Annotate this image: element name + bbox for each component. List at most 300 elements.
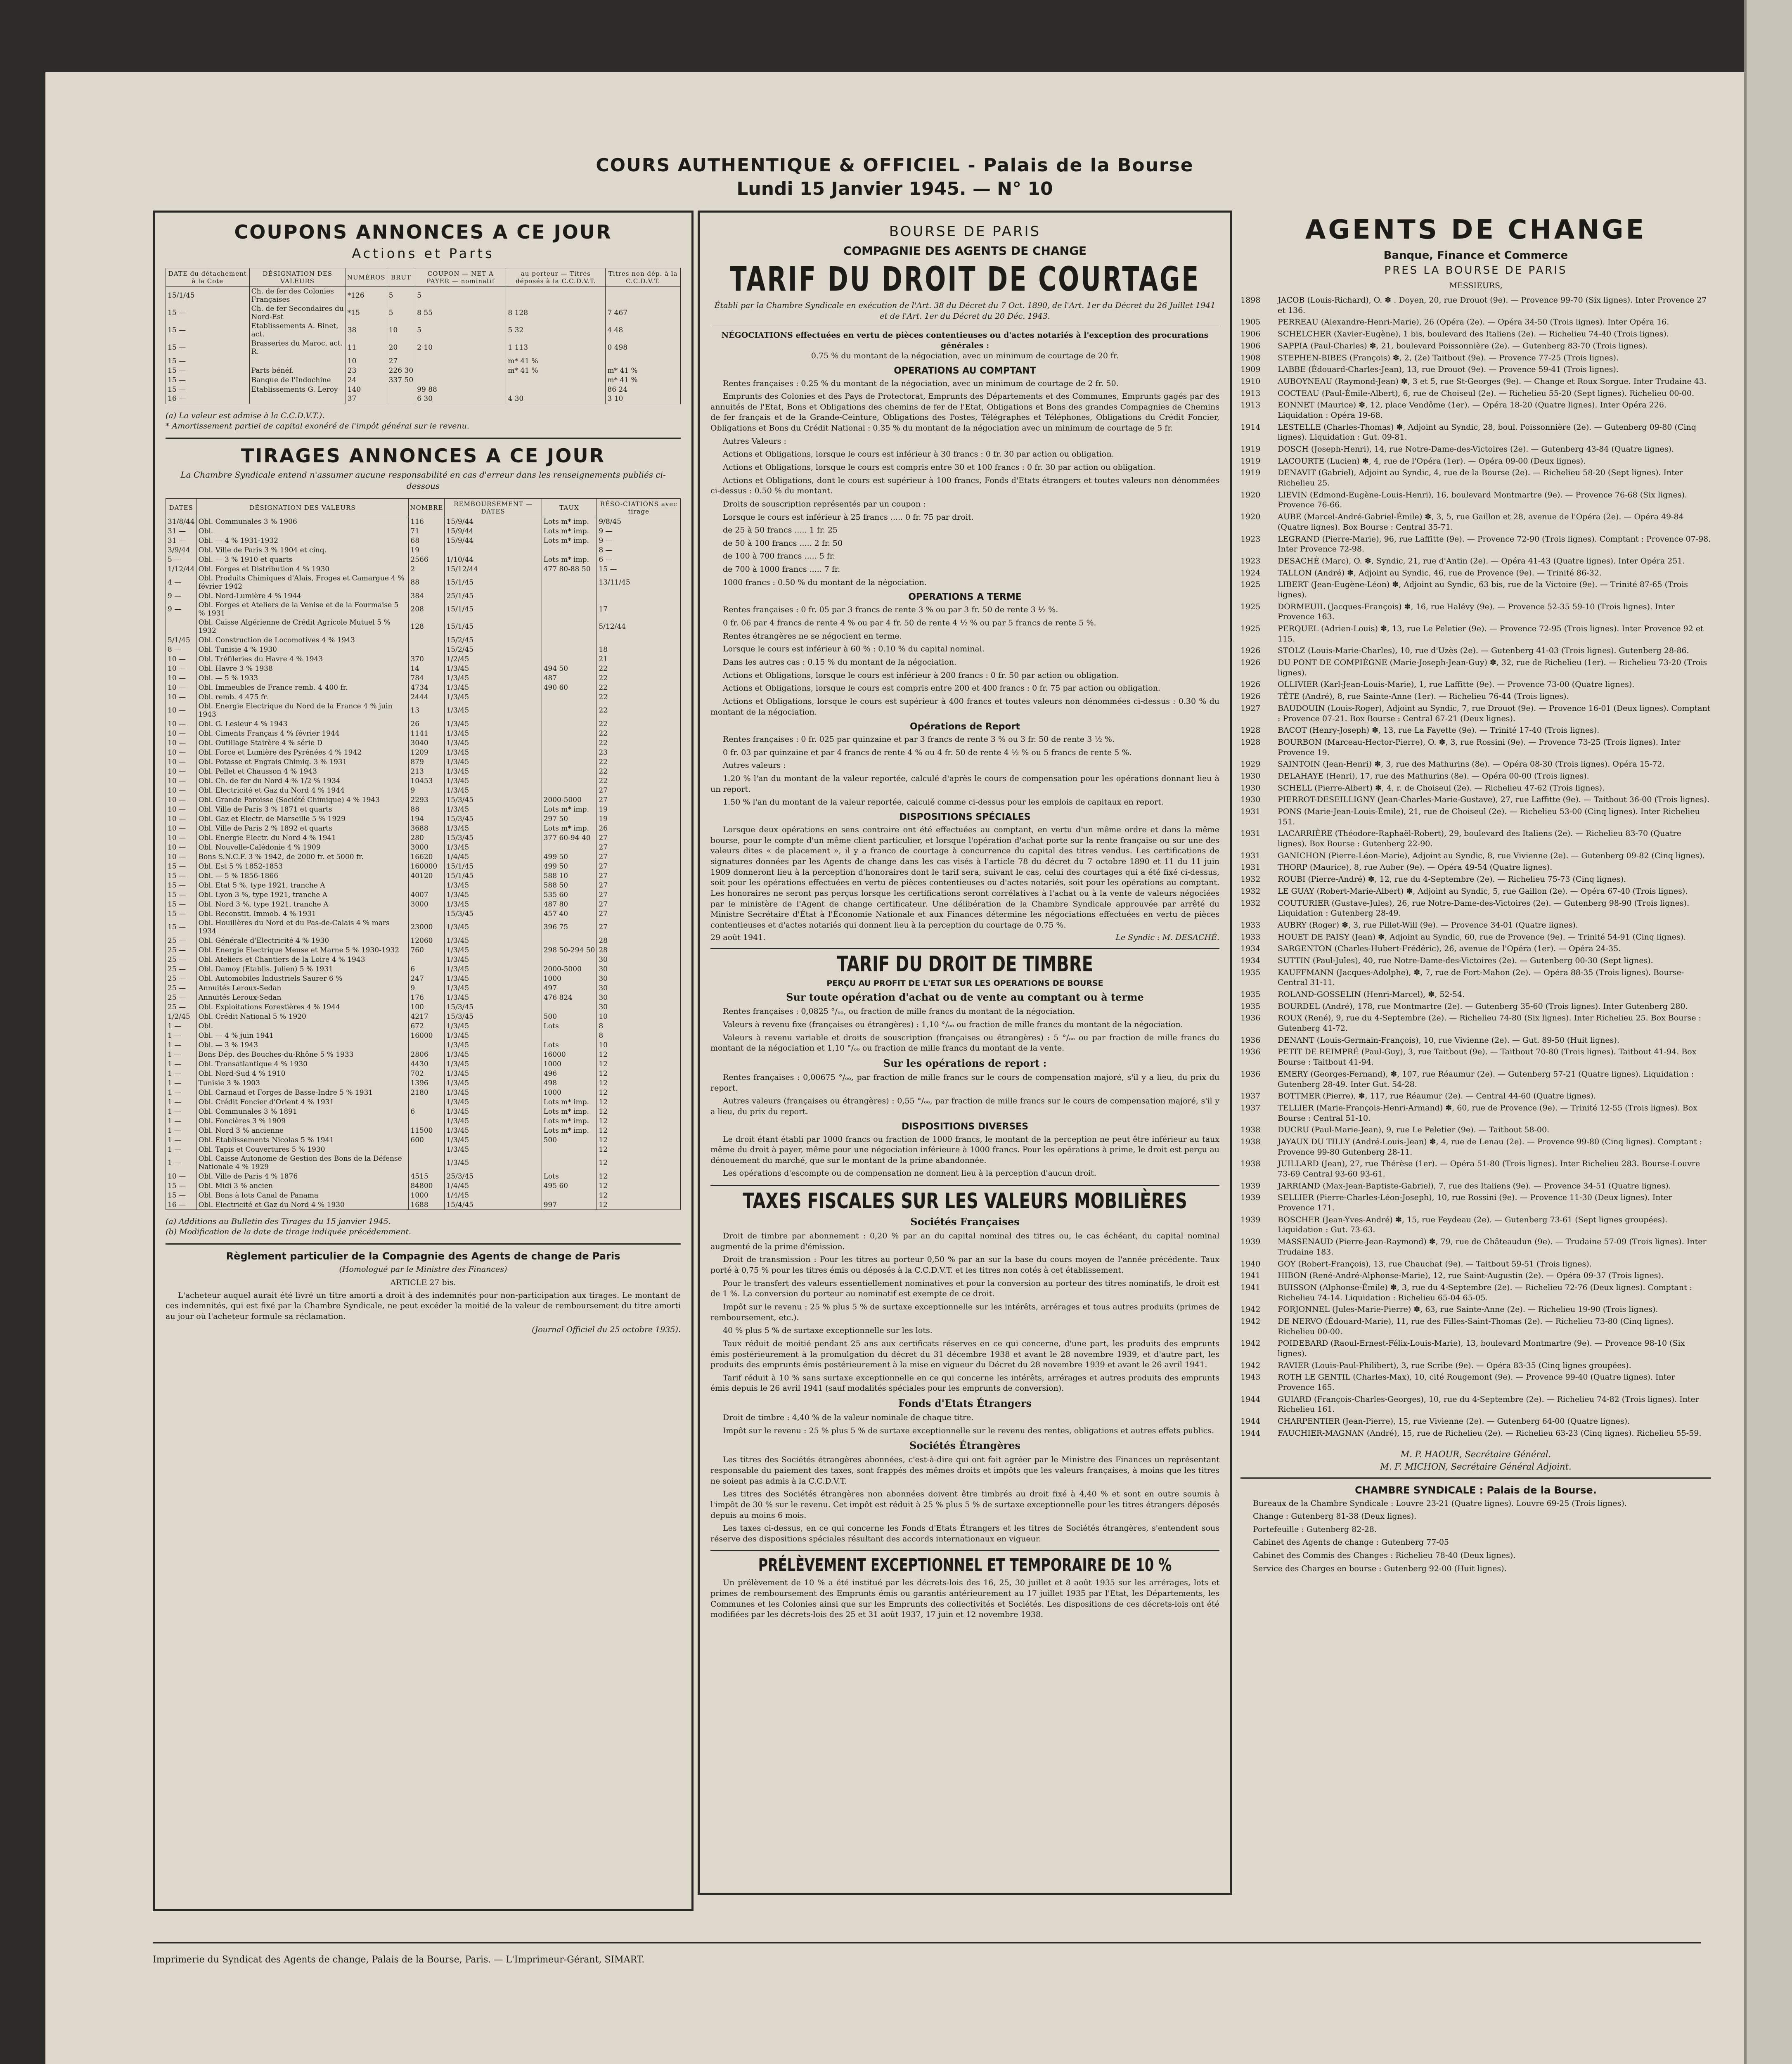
agent-year: 1936 (1240, 1035, 1261, 1045)
tirages-cell: 1/3/45 (445, 767, 542, 776)
agent-year: 1932 (1240, 898, 1261, 908)
tirages-cell: 10 — (166, 757, 197, 767)
tirages-cell: 702 (409, 1069, 445, 1078)
tirages-cell: Obl. Ville de Paris 3 % 1904 et cinq. (196, 545, 409, 555)
agent-entry (1240, 862, 1711, 873)
tirages-cell: 10 — (166, 795, 197, 805)
coupons-row (166, 322, 681, 339)
tirages-cell: 1/3/45 (445, 786, 542, 795)
tirages-cell: 30 (597, 1002, 681, 1012)
terme-line: 0 fr. 06 par 4 francs de rente 4 % ou par 4 fr. 50 de rente 4 ½ % ou par 5 francs de rente 5 %. (723, 618, 1096, 628)
agent-year: 1924 (1240, 568, 1261, 578)
agent-year: 1906 (1240, 341, 1261, 350)
coupons-cell: 23 (346, 366, 387, 375)
tirages-cell: 476 824 (542, 993, 597, 1002)
tirages-cell: 6 — (597, 555, 681, 564)
tarif-neg-intro: NÉGOCIATIONS effectuées en vertu de pièces contentieuses ou d'actes notariés à l'exception des procurations générales : (721, 331, 1209, 350)
coupons-note-1: (a) La valeur est admise à la C.C.D.V.T.). (166, 411, 325, 420)
tirages-row (166, 936, 681, 945)
agent-entry (1240, 568, 1711, 578)
tirages-cell: 18 (597, 645, 681, 654)
timbre-h2: Sur les opérations de report : (883, 1057, 1047, 1069)
tirages-row (166, 564, 681, 574)
agent-text: JUILLARD (Jean), 27, rue Thérèse (1er). — Opéra 51-80 (Trois lignes). Inter Richelieu 283. Bourse-Louvre 73-69 Central 93-60 93-61. (1278, 1159, 1700, 1179)
tirages-cell: 10 — (166, 767, 197, 776)
tirages-cell: 494 50 (542, 664, 597, 673)
timbre-line: Rentes françaises : 0,00675 °/ₒₒ, par fraction de mille francs sur le cours de compensation majoré, s'il y a lieu, du prix du report. (710, 1072, 1219, 1093)
tirages-cell: 2 (409, 564, 445, 574)
tirages-cell: 2566 (409, 555, 445, 564)
agent-entry (1240, 1259, 1711, 1269)
coupons-cell: m* 41 % (606, 366, 681, 375)
tirages-cell: 4 — (166, 574, 197, 591)
tirages-cell: 25 — (166, 964, 197, 974)
tirages-cell: 12 (597, 1154, 681, 1172)
tirages-cell: Obl. — 5 % 1856-1866 (196, 871, 409, 881)
tirages-cell: 487 80 (542, 899, 597, 909)
tirages-cell: 15/1/45 (445, 871, 542, 881)
agent-text: SCHELL (Pierre-Albert) ✽, 4, r. de Choiseul (2e). — Richelieu 47-62 (Trois lignes). (1278, 783, 1605, 793)
tirages-cell: 1/3/45 (445, 1107, 542, 1116)
tirages-row (166, 1050, 681, 1059)
agent-year: 1933 (1240, 920, 1261, 930)
tirages-cell: 297 50 (542, 814, 597, 824)
tirages-cell: Obl. Bons à lots Canal de Panama (196, 1191, 409, 1200)
tirages-row (166, 814, 681, 824)
tirages-cell: Obl. Energie Electrique du Nord de la France 4 % juin 1943 (196, 702, 409, 719)
agents-title: AGENTS DE CHANGE (1305, 215, 1647, 245)
agent-year: 1934 (1240, 944, 1261, 954)
agent-year: 1925 (1240, 602, 1261, 611)
tirages-cell: 100 (409, 1002, 445, 1012)
tirages-row (166, 591, 681, 601)
tirages-cell (166, 618, 197, 635)
tirages-cell: 1000 (542, 974, 597, 983)
tirages-row (166, 536, 681, 545)
tirages-row (166, 702, 681, 719)
tirages-cell: 1/3/45 (445, 692, 542, 702)
terme-line: Actions et Obligations, lorsque le cours est inférieur à 200 francs : 0 fr. 50 par action ou obligation. (723, 670, 1119, 680)
tirages-cell: 500 (542, 1012, 597, 1021)
prelevement-text: Un prélèvement de 10 % a été institué par les décrets-lois des 16, 25, 30 juillet et 8 août 1935 sur les arrérages, lots et primes de remboursement des Emprunts émis ou garantis antérieurement au 17 juillet 1935 par l'Etat, les Départements, les Communes et les Colonies ainsi que sur les Emprunts des collectivités et Sociétés. Les dispositions de ces décrets-lois ont été modifiées par les décrets-lois des 25 et 31 août 1937, 17 juin et 12 novembre 1938. (710, 1578, 1219, 1619)
comptant-line: Emprunts des Colonies et des Pays de Protectorat, Emprunts des Départements et des Communes, Emprunts gagés par des annuités de l'Etat, Bons et Obligations des chemins de fer de l'Etat, Obligations et Bons des grandes Compagnies de Chemins de fer français et de la Grande-Ceinture, Obligations des Postes, Télégraphes et Téléphones, Obligations du Crédit Foncier, Obligations et Bons du Crédit National : 0.35 % du montant de la négociation avec un minimum de courtage de 5 fr. (710, 392, 1219, 433)
agent-entry (1240, 932, 1711, 942)
agent-entry (1240, 1091, 1711, 1101)
printer-footer: Imprimerie du Syndicat des Agents de change, Palais de la Bourse, Paris. — L'Imprimeur-Gérant, SIMART. (153, 1955, 645, 1965)
tirages-cell: 25 — (166, 1002, 197, 1012)
tirages-row (166, 1107, 681, 1116)
tirages-cell: 8 (597, 1031, 681, 1040)
coupons-cell: 5 (387, 304, 415, 322)
tirages-cell: 370 (409, 654, 445, 664)
tirages-cell: 15/1/45 (445, 618, 542, 635)
agent-year: 1935 (1240, 1001, 1261, 1011)
tirages-subtitle: La Chambre Syndicale entend n'assumer aucune responsabilité en cas d'erreur dans les renseignements publiés ci-dessous (180, 469, 666, 491)
coupons-cell (415, 356, 506, 366)
agent-year: 1936 (1240, 1047, 1261, 1057)
tirages-cell: 497 (542, 983, 597, 993)
agent-entry (1240, 703, 1711, 724)
coupons-cell (415, 375, 506, 385)
tirages-row (166, 1088, 681, 1097)
tirages-cell: 1 — (166, 1059, 197, 1069)
tirages-cell: 1/3/45 (445, 1069, 542, 1078)
tirages-cell: 784 (409, 673, 445, 683)
chambre-line: Portefeuille : Gutenberg 82-28. (1253, 1524, 1377, 1534)
agent-text: AUBOYNEAU (Raymond-Jean) ✽, 3 et 5, rue St-Georges (9e). — Change et Roux Sorgue. Inter Trudaine 43. (1278, 376, 1707, 386)
timbre-lines-2 (710, 1072, 1219, 1117)
agent-entry (1240, 388, 1711, 399)
coupons-cell (506, 287, 606, 305)
tirages-cell: 1 — (166, 1040, 197, 1050)
reglement-title: Règlement particulier de la Compagnie des Agents de change de Paris (226, 1250, 620, 1262)
agent-year: 1939 (1240, 1193, 1261, 1202)
agent-entry (1240, 624, 1711, 644)
tirages-row (166, 555, 681, 564)
coupons-cell: 10 (346, 356, 387, 366)
tirages-cell: 13 (409, 702, 445, 719)
tirages-cell: Obl. Produits Chimiques d'Alais, Froges et Camargue 4 % février 1942 (196, 574, 409, 591)
tirages-cell: 1/3/45 (445, 1021, 542, 1031)
tirages-cell: Obl. Communales 3 % 1906 (196, 517, 409, 526)
tirages-cell (542, 601, 597, 618)
tirages-cell: 15 — (166, 918, 197, 936)
terme-line: Actions et Obligations, lorsque le cours est compris entre 200 et 400 francs : 0 fr. 75 par action ou obligation. (723, 684, 1160, 693)
report-line: 0 fr. 03 par quinzaine et par 4 francs de rente 4 % ou 4 fr. 50 de rente 4 ½ % ou 5 francs de rente 5 %. (723, 748, 1132, 757)
coupons-cell: 2 10 (415, 339, 506, 356)
tirages-cell: Obl. Damoy (Etablis. Julien) 5 % 1931 (196, 964, 409, 974)
agent-text: BOURBON (Marceau-Hector-Pierre), O. ✽, 3, rue Rossini (9e). — Provence 73-25 (Trois lignes). Inter Provence 19. (1278, 737, 1681, 757)
tirages-cell: Obl. (196, 1021, 409, 1031)
tirages-cell: 1/3/45 (445, 738, 542, 748)
tirages-cell: Lots m* imp. (542, 1116, 597, 1126)
tirages-cell: 25 — (166, 983, 197, 993)
coupons-header: Titres non dép. à la C.C.D.V.T. (606, 268, 681, 287)
coupons-cell: 3 10 (606, 394, 681, 404)
tirages-cell: 8 (597, 1021, 681, 1031)
tirages-cell (542, 692, 597, 702)
tirages-cell: Obl. Exploitations Forestières 4 % 1944 (196, 1002, 409, 1012)
tirages-cell: 16000 (409, 1031, 445, 1040)
tirages-cell (542, 776, 597, 786)
agent-year: 1934 (1240, 956, 1261, 965)
tirages-cell: 40120 (409, 871, 445, 881)
comptant-line: Actions et Obligations, lorsque le cours est inférieur à 30 francs : 0 fr. 30 par action ou obligation. (723, 450, 1114, 459)
tirages-cell: 2806 (409, 1050, 445, 1059)
coupons-cell (415, 366, 506, 375)
tirages-cell: 9 — (166, 601, 197, 618)
tirages-row (166, 964, 681, 974)
tirages-cell: 26 (597, 824, 681, 833)
tirages-cell: 1/3/45 (445, 964, 542, 974)
agent-entry (1240, 691, 1711, 702)
agent-entry (1240, 376, 1711, 387)
tirages-cell: 1 — (166, 1078, 197, 1088)
taxes-line: Impôt sur le revenu : 25 % plus 5 % de surtaxe exceptionnelle sur les intérêts, arrérages et tous autres produits (primes de remboursement, etc.). (710, 1302, 1219, 1322)
tirages-cell: 208 (409, 601, 445, 618)
tirages-cell: Obl. Ville de Paris 3 % 1871 et quarts (196, 805, 409, 814)
tirages-cell: 15/2/45 (445, 635, 542, 645)
tirages-cell: 10 — (166, 664, 197, 673)
report-line: 1.50 % l'an du montant de la valeur reportée, calculé comme ci-dessus pour les emplois de capitaux en report. (723, 798, 1164, 807)
tirages-cell: 10 — (166, 748, 197, 757)
agent-entry (1240, 1069, 1711, 1089)
agent-entry (1240, 1215, 1711, 1235)
chambre-line: Bureaux de la Chambre Syndicale : Louvre 23-21 (Quatre lignes). Louvre 69-25 (Trois lignes). (1253, 1498, 1627, 1508)
tirages-row (166, 664, 681, 673)
comptant-line: de 700 à 1000 francs ..... 7 fr. (723, 565, 840, 574)
tirages-cell: 457 40 (542, 909, 597, 918)
tirages-cell: 12 (597, 1088, 681, 1097)
tirages-cell: 1 — (166, 1021, 197, 1031)
tirages-row (166, 1154, 681, 1172)
coupons-cell: 226 30 (387, 366, 415, 375)
tirages-cell: 15 — (166, 890, 197, 899)
tirages-cell: 1/3/45 (445, 1031, 542, 1040)
agent-text: COUTURIER (Gustave-Jules), 26, rue Notre-Dame-des-Victoires (2e). — Gutenberg 98-90 (Trois lignes). Liquidation : Gutenberg 28-49. (1278, 898, 1690, 918)
agent-entry (1240, 658, 1711, 678)
terme-line: Rentes étrangères ne se négocient en terme. (723, 631, 902, 641)
tirages-cell: 176 (409, 993, 445, 1002)
agent-year: 1919 (1240, 456, 1261, 466)
tirages-row (166, 1145, 681, 1154)
tirages-cell: 1209 (409, 748, 445, 757)
agent-year: 1941 (1240, 1283, 1261, 1292)
agent-entry (1240, 1125, 1711, 1135)
tirages-row (166, 1059, 681, 1069)
coupons-cell: 0 498 (606, 339, 681, 356)
tirages-cell: Obl. Etat 5 %, type 1921, tranche A (196, 881, 409, 890)
agent-text: LEGRAND (Pierre-Marie), 96, rue Laffitte (9e). — Provence 72-90 (Trois lignes). Comptant : Provence 07-98. Inter Provence 72-98. (1278, 534, 1711, 554)
agent-year: 1942 (1240, 1305, 1261, 1314)
agent-year: 1931 (1240, 851, 1261, 860)
tirages-cell: Obl. Crédit National 5 % 1920 (196, 1012, 409, 1021)
taxes-fr-lines (710, 1231, 1219, 1394)
agent-entry (1240, 886, 1711, 897)
agent-year: 1923 (1240, 534, 1261, 544)
tirages-row (166, 795, 681, 805)
agent-text: EMERY (Georges-Fernand), ✽, 107, rue Réaumur (2e). — Gutenberg 57-21 (Quatre lignes). Liquidation : Gutenberg 28-49. Inter Gut. 54-28. (1278, 1069, 1694, 1089)
coupons-cell: 15 — (166, 356, 250, 366)
agent-entry (1240, 725, 1711, 736)
tarif-header: BOURSE DE PARIS (889, 223, 1041, 240)
tirages-cell: 1/2/45 (166, 1012, 197, 1021)
tirages-cell: 12 (597, 1097, 681, 1107)
tirages-cell: 27 (597, 899, 681, 909)
agent-year: 1929 (1240, 760, 1261, 769)
agent-entry (1240, 490, 1711, 510)
agent-entry (1240, 1035, 1711, 1046)
agent-entry (1240, 1103, 1711, 1123)
tirages-cell: 1/3/45 (445, 983, 542, 993)
agent-year: 1938 (1240, 1159, 1261, 1169)
tirages-cell: 15 — (166, 909, 197, 918)
tirages-cell: 4217 (409, 1012, 445, 1021)
tirages-cell: 3040 (409, 738, 445, 748)
tirages-cell: 12 (597, 1059, 681, 1069)
tirages-row (166, 974, 681, 983)
tirages-cell: Lots m* imp. (542, 526, 597, 536)
tirages-cell: 12 (597, 1145, 681, 1154)
tirages-cell: 16620 (409, 852, 445, 862)
tirages-cell: 25 — (166, 974, 197, 983)
tirages-row (166, 601, 681, 618)
agent-entry (1240, 1193, 1711, 1213)
timbre-line: Valeurs à revenu fixe (françaises ou étrangères) : 1,10 °/ₒₒ ou fraction de mille francs du montant de la négociation. (723, 1020, 1183, 1030)
tirages-cell: 498 (542, 1078, 597, 1088)
tirages-cell: Obl. Nord 3 % ancienne (196, 1126, 409, 1135)
tirages-cell: 10453 (409, 776, 445, 786)
agent-entry (1240, 828, 1711, 849)
tirages-cell: 16 — (166, 1200, 197, 1210)
agent-year: 1936 (1240, 1069, 1261, 1079)
coupons-cell (506, 385, 606, 394)
tirages-cell: Obl. Crédit Foncier d'Orient 4 % 1931 (196, 1097, 409, 1107)
tirages-cell: 2293 (409, 795, 445, 805)
comptant-line: Droits de souscription représentés par un coupon : (723, 499, 926, 509)
tirages-cell: 25 — (166, 993, 197, 1002)
coupons-cell: 15 — (166, 375, 250, 385)
tirages-cell: 1396 (409, 1078, 445, 1088)
tirages-cell: 12 (597, 1078, 681, 1088)
tirages-cell: 15/12/44 (445, 564, 542, 574)
agent-entry (1240, 1047, 1711, 1067)
tirages-row (166, 729, 681, 738)
tirages-cell: 22 (597, 719, 681, 729)
tirages-cell: 19 (409, 545, 445, 555)
tirages-cell (542, 843, 597, 852)
agent-text: MASSENAUD (Pierre-Jean-Raymond) ✽, 79, rue de Châteaudun (9e). — Trudaine 57-09 (Trois lignes). Inter Trudaine 183. (1278, 1237, 1707, 1257)
tirages-cell: 27 (597, 843, 681, 852)
agent-entry (1240, 534, 1711, 554)
tirages-header: DÉSIGNATION DES VALEURS (196, 498, 409, 517)
tirages-cell (409, 1040, 445, 1050)
tirages-cell: 15 — (166, 899, 197, 909)
tirages-cell: Obl. Potasse et Engrais Chimiq. 3 % 1931 (196, 757, 409, 767)
timbre-subtitle: PERÇU AU PROFIT DE L'ETAT SUR LES OPERATIONS DE BOURSE (826, 979, 1103, 988)
agent-year: 1937 (1240, 1091, 1261, 1101)
tirages-cell: Obl. Havre 3 % 1938 (196, 664, 409, 673)
tirages-cell: Obl. Houillères du Nord et du Pas-de-Calais 4 % mars 1934 (196, 918, 409, 936)
agent-year: 1913 (1240, 400, 1261, 410)
agent-text: BOSCHER (Jean-Yves-André) ✽, 15, rue Feydeau (2e). — Gutenberg 73-61 (Sept lignes groupées). Liquidation : Gut. 73-63. (1278, 1215, 1668, 1235)
tirages-cell: Obl. Gaz et Electr. de Marseille 5 % 1929 (196, 814, 409, 824)
tirages-row (166, 673, 681, 683)
comptant-line: de 25 à 50 francs ..... 1 fr. 25 (723, 525, 838, 535)
agent-text: SAINTOIN (Jean-Henri) ✽, 3, rue des Mathurins (8e). — Opéra 08-30 (Trois lignes). Opéra 15-72. (1278, 760, 1665, 769)
tirages-cell: 10 — (166, 729, 197, 738)
tirages-cell: 10 — (166, 692, 197, 702)
tirages-row (166, 635, 681, 645)
tirages-row (166, 1200, 681, 1210)
tirages-cell: 1/3/45 (445, 1078, 542, 1088)
tirages-cell: 1/10/44 (445, 555, 542, 564)
agent-year: 1940 (1240, 1259, 1261, 1269)
agent-text: DELAHAYE (Henri), 17, rue des Mathurins (8e). — Opéra 00-00 (Trois lignes). (1278, 771, 1589, 781)
agent-text: STEPHEN-BIBES (François) ✽, 2, (2e) Taitbout (9e). — Provence 77-25 (Trois lignes). (1278, 353, 1619, 362)
agent-text: THORP (Maurice), 8, rue Auber (9e). — Opéra 49-54 (Quatre lignes). (1278, 863, 1553, 872)
middle-column (698, 211, 1232, 1895)
tirages-cell: 1/3/45 (445, 729, 542, 738)
tirages-cell: 1/3/45 (445, 664, 542, 673)
agent-year: 1909 (1240, 365, 1261, 374)
agent-year: 1908 (1240, 353, 1261, 362)
tirages-cell (542, 574, 597, 591)
reglement-article: ARTICLE 27 bis. (390, 1278, 456, 1287)
chambre-line: Cabinet des Agents de change : Gutenberg 77-05 (1253, 1538, 1449, 1547)
reglement-text: L'acheteur auquel aurait été livré un titre amorti a droit à des indemnités pour non-participation aux tirages. Le montant de ces indemnités, qui est fixé par la Chambre Syndicale, ne peut excéder la moitié de la valeur de remboursement du titre amorti au jour où l'acheteur formule sa réclamation. (166, 1290, 681, 1321)
tirages-cell: 1/3/45 (445, 881, 542, 890)
tirages-cell: 5/1/45 (166, 635, 197, 645)
tirages-row (166, 899, 681, 909)
tirages-cell: 1000 (542, 1059, 597, 1069)
coupons-cell: 10 (387, 322, 415, 339)
agent-text: ROUBI (Pierre-André) ✽, 12, rue du 4-Septembre (2e). — Richelieu 75-73 (Cinq lignes). (1278, 875, 1626, 884)
tirages-row (166, 757, 681, 767)
tirages-cell: Annuités Leroux-Sedan (196, 983, 409, 993)
agent-year: 1913 (1240, 388, 1261, 398)
taxes-line: Les taxes ci-dessus, en ce qui concerne les Fonds d'Etats Étrangers et les titres de Sociétés étrangères, s'entendent sous réserve des dispositions spéciales résultant des accords internationaux en vigueur. (710, 1524, 1219, 1543)
tirages-cell: Obl. Reconstit. Immob. 4 % 1931 (196, 909, 409, 918)
agent-year: 1926 (1240, 692, 1261, 701)
tarif-title: TARIF DU DROIT DE COURTAGE (729, 260, 1200, 299)
tirages-cell: 1/3/45 (445, 918, 542, 936)
agent-year: 1943 (1240, 1373, 1261, 1382)
tirages-row (166, 545, 681, 555)
tirages-cell: 10 — (166, 738, 197, 748)
coupons-cell (387, 394, 415, 404)
tirages-cell: 8 — (597, 545, 681, 555)
comptant-line: de 50 à 100 francs ..... 2 fr. 50 (723, 538, 843, 548)
tirages-cell: 12 (597, 1200, 681, 1210)
tirages-cell: 997 (542, 1200, 597, 1210)
tirages-cell: 298 50-294 50 (542, 945, 597, 955)
agent-entry (1240, 968, 1711, 988)
tirages-header: RÉSO-CIATIONS avec tirage (597, 498, 681, 517)
coupons-cell: *126 (346, 287, 387, 305)
tirages-cell: Lots m* imp. (542, 1107, 597, 1116)
coupons-title: COUPONS ANNONCES A CE JOUR (234, 221, 612, 243)
tirages-cell: 22 (597, 683, 681, 692)
coupons-cell: Ch. de fer Secondaires du Nord-Est (249, 304, 346, 322)
coupons-row (166, 356, 681, 366)
left-column (153, 211, 694, 1911)
agent-text: KAUFFMANN (Jacques-Adolphe), ✽, 7, rue de Fort-Mahon (2e). — Opéra 88-35 (Trois lignes). Bourse-Central 31-11. (1278, 968, 1684, 987)
tirages-cell: 68 (409, 536, 445, 545)
tirages-cell: 1/12/44 (166, 564, 197, 574)
tirages-cell: 12 (597, 1069, 681, 1078)
agent-year: 1926 (1240, 646, 1261, 656)
coupons-cell (387, 385, 415, 394)
tirages-cell: 15 — (166, 881, 197, 890)
tirages-cell: 25 — (166, 945, 197, 955)
taxes-etr-lines (710, 1413, 1219, 1436)
coupons-cell: Brasseries du Maroc, act. R. (249, 339, 346, 356)
agent-year: 1928 (1240, 726, 1261, 735)
tirages-cell: 2180 (409, 1088, 445, 1097)
agent-text: ROLAND-GOSSELIN (Henri-Marcel), ✽, 52-54. (1278, 990, 1465, 999)
tirages-cell: 22 (597, 664, 681, 673)
tirages-cell: 1/3/45 (445, 974, 542, 983)
agent-text: HOUET DE PAISY (Jean) ✽, Adjoint au Syndic, 60, rue de Provence (9e). — Trinité 54-91 (Cinq lignes). (1278, 932, 1686, 942)
tirages-cell: 10 — (166, 852, 197, 862)
tirages-cell: 4515 (409, 1172, 445, 1181)
tirages-cell: 1/3/45 (445, 843, 542, 852)
tirages-cell: Obl. (196, 526, 409, 536)
tirages-cell: 15/1/45 (445, 601, 542, 618)
coupons-cell: Etablissements A. Binet, act. (249, 322, 346, 339)
tirages-cell: 1000 (409, 1191, 445, 1200)
